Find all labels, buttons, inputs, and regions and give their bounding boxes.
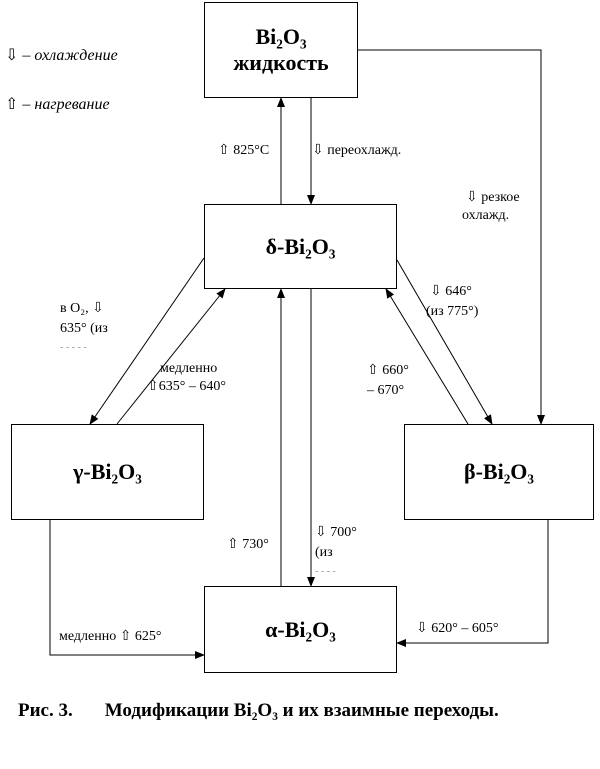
label-heat-660-1: ⇧ 660° (367, 363, 409, 378)
label-slow-2: ⇧635° – 640° (147, 379, 226, 394)
gamma-label: γ-Bi₂O₃ (73, 459, 142, 484)
arrow-delta-to-gamma (90, 258, 204, 424)
label-in-o2-2: 635° (из (60, 321, 108, 336)
label-cool-700-1: ⇩ 700° (315, 525, 357, 540)
label-heat-660-2: – 670° (367, 383, 405, 398)
legend-heating: ⇧ – нагревание (5, 96, 110, 113)
label-sharp-cool-2: охлажд. (462, 208, 510, 223)
liquid-state: жидкость (233, 50, 329, 75)
box-gamma (11, 424, 204, 520)
legend-cooling: ⇩ – охлаждение (5, 47, 118, 64)
label-in-o2-3: - - - - - (60, 342, 87, 353)
caption-number: Рис. 3. (18, 700, 73, 721)
alpha-label: α-Bi₂O₃ (265, 616, 336, 642)
box-beta (404, 424, 594, 520)
label-cool-700-3: - - - - (315, 566, 336, 577)
label-in-o2-1: в O₂, ⇩ (60, 301, 104, 316)
label-slow-1: медленно (160, 361, 218, 376)
box-alpha (204, 586, 397, 673)
liquid-formula: Bi₂O₃ (255, 24, 307, 49)
figure-caption (18, 700, 499, 722)
label-cool-700-2: (из (315, 545, 333, 560)
delta-label: δ-Bi₂O₃ (265, 233, 336, 259)
box-delta (204, 204, 397, 289)
box-liquid (204, 2, 358, 98)
label-cool-620: ⇩ 620° – 605° (416, 621, 499, 636)
label-cool-646-1: ⇩ 646° (430, 284, 472, 299)
label-supercool: ⇩ переохлажд. (312, 143, 402, 158)
label-heat-825: ⇧ 825°С (218, 143, 270, 158)
label-heat-730: ⇧ 730° (227, 537, 269, 552)
beta-label: β-Bi₂O₃ (463, 459, 534, 484)
arrow-gamma-to-delta (117, 289, 225, 424)
label-cool-646-2: (из 775°) (426, 304, 479, 319)
label-slow-625: медленно ⇧ 625° (59, 629, 162, 644)
caption-text: Модификации Bi₂O₃ и их взаимные переходы. (104, 700, 499, 721)
label-sharp-cool-1: ⇩ резкое (466, 190, 520, 205)
